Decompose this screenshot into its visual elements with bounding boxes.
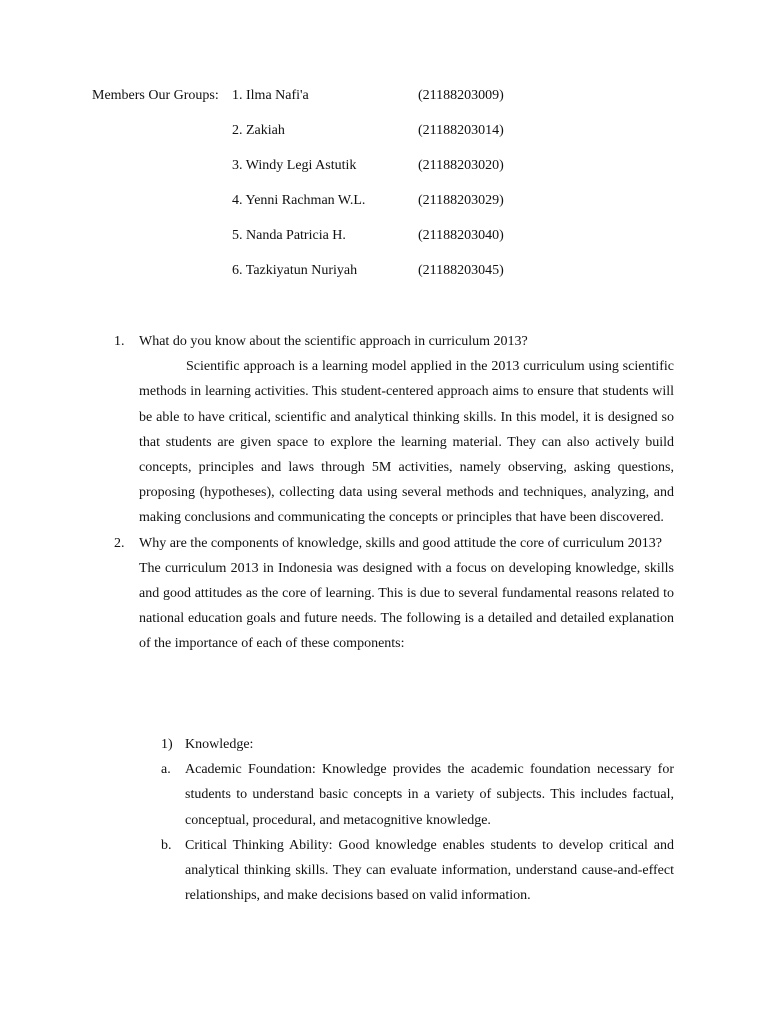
sub-number: 1)	[161, 737, 173, 752]
member-name: 2. Zakiah	[232, 123, 285, 138]
member-id: (21188203009)	[418, 88, 504, 103]
list-item	[139, 833, 674, 909]
sub-title: Knowledge:	[185, 737, 254, 752]
member-id: (21188203014)	[418, 123, 504, 138]
question-number: 1.	[114, 334, 125, 349]
answer-paragraph: The curriculum 2013 in Indonesia was designed with a focus on developing knowledge, skills and good attitudes as the core of learning. This is due to several fundamental reasons related to national education goals and future needs. The following is a detailed and detailed explanation of the importance of each of these components:	[139, 560, 674, 652]
sub-section	[139, 732, 674, 908]
point-letter: a.	[161, 762, 171, 778]
point-letter: b.	[161, 837, 172, 853]
sub-heading	[139, 732, 674, 757]
member-id: (21188203040)	[418, 228, 504, 243]
answer-paragraph: Scientific approach is a learning model applied in the 2013 curriculum using scientific methods in learning activities. This student-centered approach aims to ensure that students will be able to have critical, scientific and analytical thinking skills. In this model, it is designed so that students are given space to explore the learning material. They can also actively build concepts, principles and laws through 5M activities, namely observing, asking questions, proposing (hypotheses), collecting data using several methods and techniques, analyzing, and making conclusions and communicating the concepts or principles that have been discovered.	[139, 359, 674, 526]
member-id: (21188203029)	[418, 193, 504, 208]
question-text: What do you know about the scientific approach in curriculum 2013?	[139, 334, 528, 349]
member-name: 1. Ilma Nafi'a	[232, 88, 309, 103]
point-text: Academic Foundation: Knowledge provides the academic foundation necessary for students to understand basic concepts in a variety of subjects. This includes factual, conceptual, procedural, and metacognitive knowledge.	[185, 762, 674, 828]
members-label: Members Our Groups:	[92, 88, 219, 103]
member-name: 4. Yenni Rachman W.L.	[232, 193, 366, 208]
member-name: 5. Nanda Patricia H.	[232, 228, 346, 243]
question-item	[114, 531, 674, 657]
question-text: Why are the components of knowledge, skills and good attitude the core of curriculum 2013?	[139, 535, 662, 551]
question-list	[114, 329, 674, 657]
question-number: 2.	[114, 535, 125, 551]
point-text: Critical Thinking Ability: Good knowledge enables students to develop critical and analytical thinking skills. They can evaluate information, understand cause-and-effect relationships, and make decisions based on valid information.	[185, 837, 674, 904]
member-name: 6. Tazkiyatun Nuriyah	[232, 263, 358, 278]
member-id: (21188203020)	[418, 158, 504, 173]
member-name: 3. Windy Legi Astutik	[232, 158, 357, 173]
member-id: (21188203045)	[418, 263, 504, 278]
question-item	[114, 329, 674, 531]
list-item	[139, 757, 674, 833]
